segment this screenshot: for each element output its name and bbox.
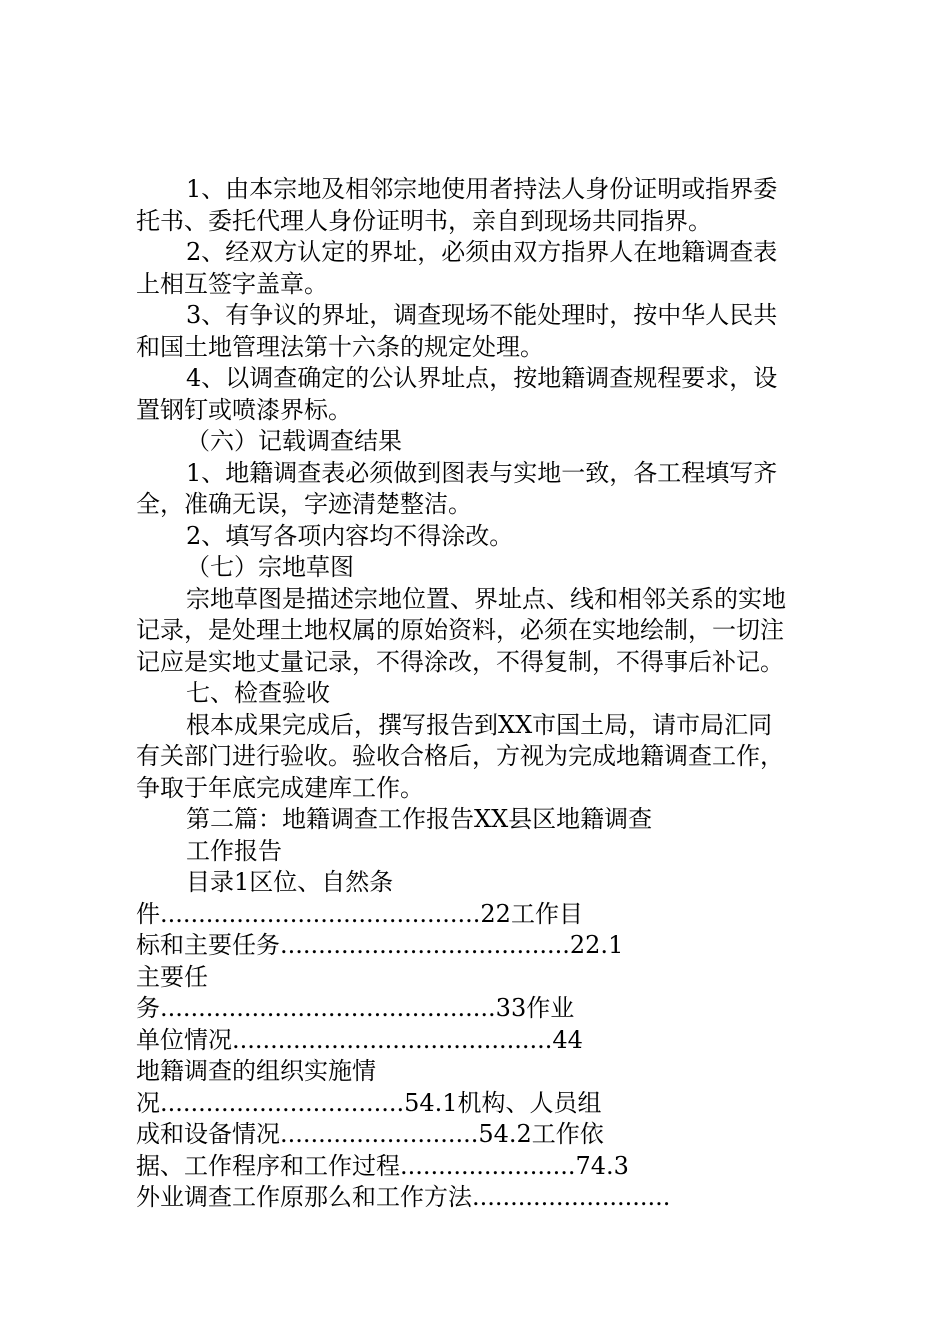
- text-line: 七、检查验收: [186, 679, 330, 707]
- text-line: 争取于年底完成建库工作。: [136, 773, 424, 802]
- text-line: 工作报告: [186, 836, 282, 865]
- text-line: 况................................54.1机构、人员组: [136, 1088, 602, 1117]
- text-line: 4、以调查确定的公认界址点，按地籍调查规程要求，设: [186, 364, 778, 392]
- text-line: 外业调查工作原那么和工作方法..........................: [136, 1183, 671, 1211]
- text-line: 单位情况..........................................44: [136, 1025, 583, 1054]
- text-line: 地籍调查的组织实施情: [136, 1057, 376, 1085]
- text-line: 件..........................................22工作目: [136, 899, 583, 928]
- text-line: 上相互签字盖章。: [136, 269, 328, 298]
- text-line: 置钢钉或喷漆界标。: [136, 395, 352, 424]
- text-line: 全，准确无误，字迹清楚整洁。: [136, 490, 472, 518]
- text-line: 记录，是处理土地权属的原始资料，必须在实地绘制，一切注: [136, 616, 784, 644]
- text-line: 成和设备情况..........................54.2工作依: [136, 1120, 604, 1148]
- text-line: 目录1区位、自然条: [186, 868, 394, 896]
- text-line: 和国土地管理法第十六条的规定处理。: [136, 332, 544, 361]
- text-line: 第二篇：地籍调查工作报告XX县区地籍调查: [186, 805, 653, 833]
- text-line: 1、地籍调查表必须做到图表与实地一致，各工程填写齐: [186, 458, 778, 487]
- document-body: [136, 174, 830, 1214]
- text-line: 务............................................33作业: [136, 994, 575, 1022]
- text-line: （六）记载调查结果: [186, 427, 402, 455]
- text-line: 记应是实地丈量记录，不得涂改，不得复制，不得事后补记。: [136, 647, 784, 676]
- text-line: 3、有争议的界址，调查现场不能处理时，按中华人民共: [186, 301, 778, 329]
- text-line: 托书、委托代理人身份证明书，亲自到现场共同指界。: [136, 206, 712, 235]
- text-line: 2、填写各项内容均不得涂改。: [186, 521, 514, 550]
- text-line: 1、由本宗地及相邻宗地使用者持法人身份证明或指界委: [186, 175, 778, 203]
- text-line: 2、经双方认定的界址，必须由双方指界人在地籍调查表: [186, 238, 778, 266]
- text-line: 根本成果完成后，撰写报告到XX市国土局，请市局汇同: [186, 710, 773, 739]
- text-line: 标和主要任务......................................22.1: [136, 931, 624, 959]
- text-line: 主要任: [136, 962, 208, 991]
- text-line: 有关部门进行验收。验收合格后，方视为完成地籍调查工作，: [136, 742, 784, 770]
- text-line: 据、工作程序和工作过程.......................74.3: [136, 1151, 629, 1180]
- text-line: 宗地草图是描述宗地位置、界址点、线和相邻关系的实地: [186, 584, 786, 613]
- text-line: （七）宗地草图: [186, 553, 354, 581]
